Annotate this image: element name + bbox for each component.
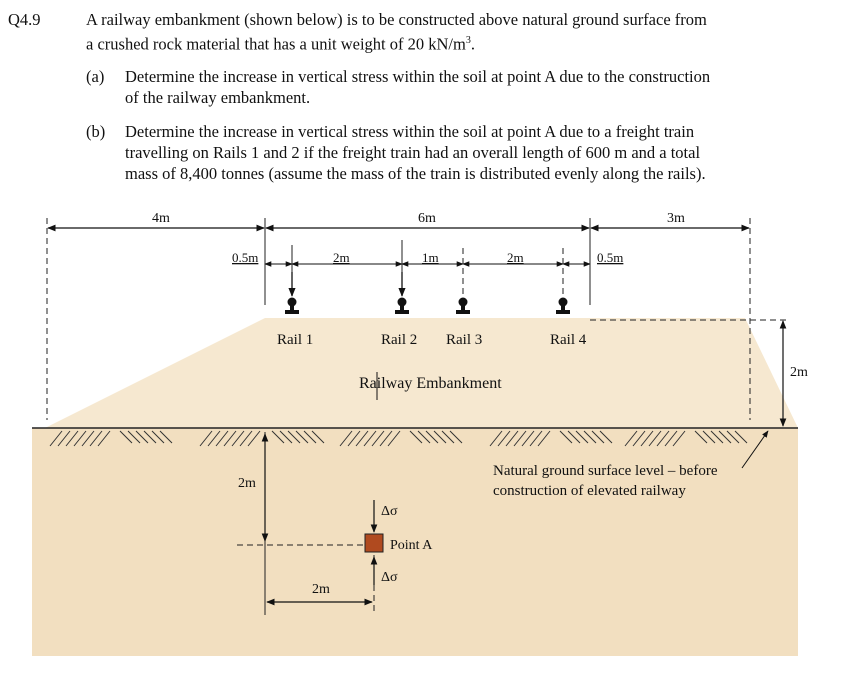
question-text-line2: a crushed rock material that has a unit weight of 20 kN/m: [86, 34, 466, 54]
part-b-line1: Determine the increase in vertical stress within the soil at point A due to a freight train: [125, 122, 695, 141]
rail-4-icon: [556, 298, 570, 315]
railway-embankment: [45, 318, 798, 428]
part-a-line2: of the railway embankment.: [125, 88, 311, 107]
rail-load-arrows: [292, 272, 402, 296]
embankment-height-label: 2m: [790, 365, 808, 380]
part-b-label: (b): [86, 122, 106, 141]
dim-rail-2m-right: 2m: [507, 250, 524, 265]
unit-exponent: 3: [465, 35, 471, 46]
stress-symbol-top: Δσ: [381, 504, 398, 519]
rail-1-icon: [285, 298, 299, 315]
ground-note-line1: Natural ground surface level – before: [493, 463, 718, 479]
question-text-end: .: [470, 34, 475, 54]
stress-symbol-bottom: Δσ: [381, 570, 398, 585]
rail-2-label: Rail 2: [381, 332, 418, 348]
part-a-line1: Determine the increase in vertical stress within the soil at point A due to the construction: [125, 67, 711, 86]
offset-label: 2m: [312, 582, 330, 597]
part-b-line2: travelling on Rails 1 and 2 if the freight train had an overall length of 600 m and a total: [125, 143, 701, 162]
part-a-label: (a): [86, 67, 105, 86]
ground-note-line2: construction of elevated railway: [493, 483, 686, 499]
embankment-label: Railway Embankment: [359, 375, 502, 392]
question-number: Q4.9: [8, 10, 41, 29]
rail-profiles: [285, 298, 570, 315]
question-text-line1: A railway embankment (shown below) is to be constructed above natural ground surface from: [86, 10, 707, 29]
dim-rail-1m: 1m: [422, 250, 439, 265]
dim-6m-label: 6m: [418, 211, 436, 226]
depth-label: 2m: [238, 476, 256, 491]
dim-rail-0-5m-right: 0.5m: [597, 250, 624, 265]
rail-4-label: Rail 4: [550, 332, 587, 348]
dim-3m-label: 3m: [667, 211, 685, 226]
dim-rail-0-5m-left: 0.5m: [232, 250, 259, 265]
dim-rail-2m-left: 2m: [333, 250, 350, 265]
point-a-label: Point A: [390, 538, 433, 553]
rail-2-icon: [395, 298, 409, 315]
rail-1-label: Rail 1: [277, 332, 314, 348]
dim-4m-label: 4m: [152, 211, 170, 226]
rail-3-label: Rail 3: [446, 332, 483, 348]
rail-3-icon: [456, 298, 470, 315]
part-b-line3: mass of 8,400 tonnes (assume the mass of the train is distributed evenly along the rails).: [125, 164, 706, 183]
point-a-marker: [365, 534, 383, 552]
